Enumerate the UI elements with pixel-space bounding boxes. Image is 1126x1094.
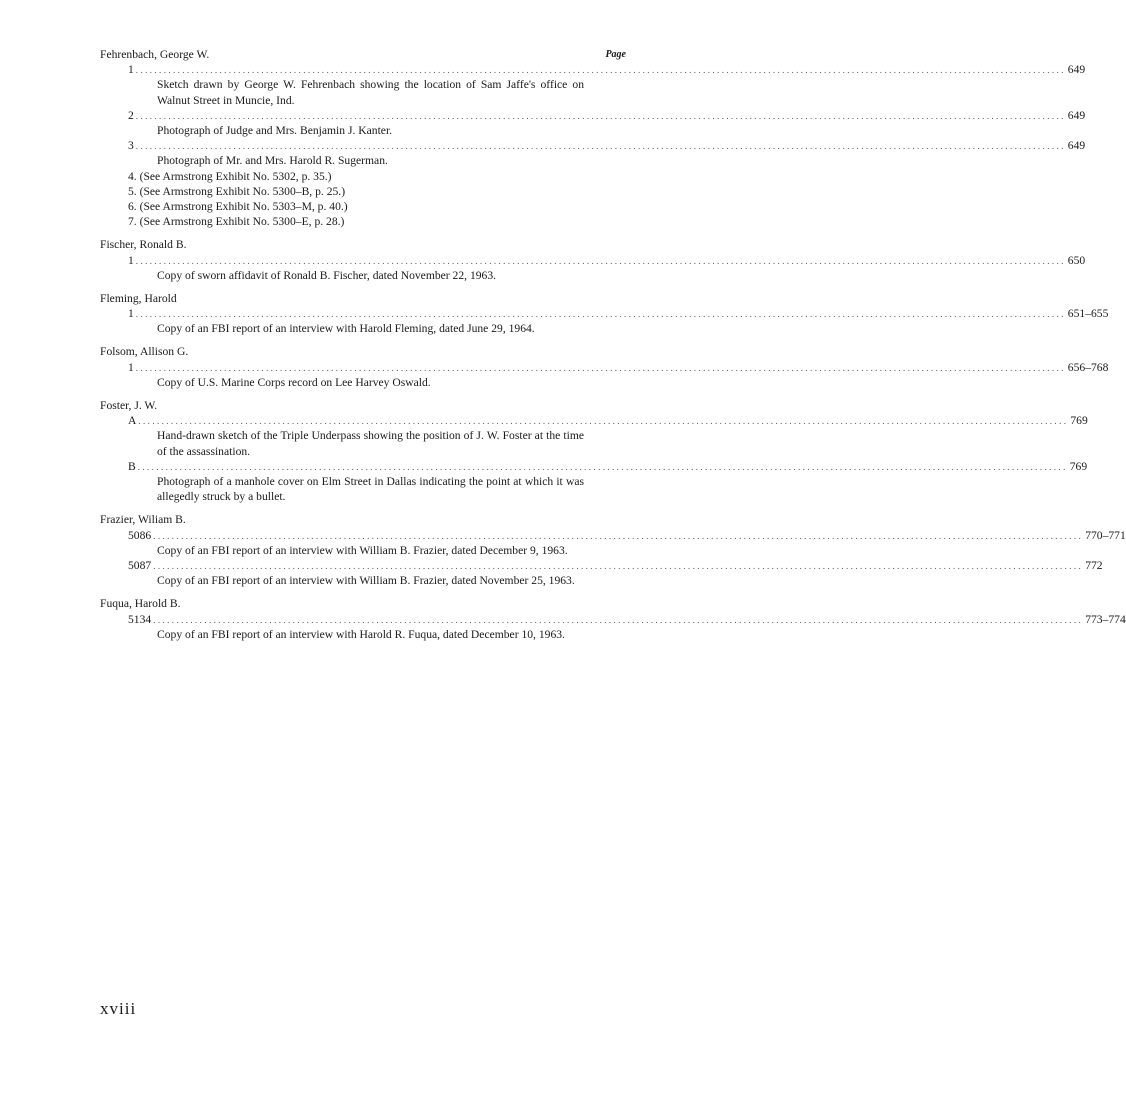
exhibit-description: Photograph of a manhole cover on Elm Street in Dallas indicating the point at which it was allegedly struck by a bullet. bbox=[157, 475, 584, 504]
exhibit-number: B bbox=[128, 459, 136, 473]
leader-dots: ........................................................................................................................................................................................................ bbox=[137, 461, 1068, 472]
exhibit-description: Hand-drawn sketch of the Triple Underpass showing the position of J. W. Foster at the time of the assassination. bbox=[157, 429, 584, 458]
witness-name: Folsom, Allison G. bbox=[100, 345, 189, 359]
witness-name: Frazier, Wiliam B. bbox=[100, 513, 186, 527]
exhibit-row bbox=[100, 360, 1109, 375]
exhibit-number: 1 bbox=[128, 307, 134, 321]
exhibit-description: Copy of an FBI report of an interview with Harold Fleming, dated June 29, 1964. bbox=[157, 322, 535, 336]
exhibit-number: 5134 bbox=[128, 612, 152, 626]
witness-entry bbox=[100, 596, 1126, 642]
exhibit-number: 1 bbox=[128, 63, 134, 77]
exhibit-number: 3 bbox=[128, 139, 134, 153]
witness-entry bbox=[100, 398, 1088, 504]
exhibit-page: 649 bbox=[1067, 63, 1086, 77]
exhibit-page: 773–774 bbox=[1085, 612, 1126, 626]
exhibit-number: 1 bbox=[128, 360, 134, 374]
exhibit-row bbox=[100, 306, 1109, 321]
exhibit-page: 656–768 bbox=[1067, 360, 1109, 374]
leader-dots: ........................................................................................................................................................................................................ bbox=[153, 530, 1084, 541]
leader-dots: ........................................................................................................................................................................................................ bbox=[153, 614, 1084, 625]
exhibit-page: 650 bbox=[1067, 253, 1086, 267]
exhibit-row bbox=[100, 528, 1126, 543]
exhibit-number: A bbox=[128, 414, 137, 428]
exhibit-row bbox=[100, 459, 1088, 474]
leader-dots: ........................................................................................................................................................................................................ bbox=[135, 309, 1066, 320]
witness-entry bbox=[100, 512, 1126, 588]
exhibit-description: Copy of U.S. Marine Corps record on Lee Harvey Oswald. bbox=[157, 375, 431, 389]
witness-entry bbox=[100, 291, 1109, 337]
exhibit-page: 769 bbox=[1069, 459, 1088, 473]
leader-dots: ........................................................................................................................................................................................................ bbox=[135, 255, 1066, 266]
exhibit-description: Copy of an FBI report of an interview with William B. Frazier, dated November 25, 1963. bbox=[157, 574, 575, 588]
witness-name: Fehrenbach, George W. bbox=[100, 48, 210, 61]
witness-entry bbox=[100, 237, 1086, 283]
exhibit-row bbox=[100, 558, 1103, 573]
cross-reference: 6. (See Armstrong Exhibit No. 5303–M, p. 40.) bbox=[128, 199, 348, 213]
leader-dots: ........................................................................................................................................................................................................ bbox=[135, 141, 1066, 152]
witness-name: Foster, J. W. bbox=[100, 399, 158, 413]
cross-reference: 7. (See Armstrong Exhibit No. 5300–E, p. 28.) bbox=[128, 215, 345, 229]
exhibit-page: 769 bbox=[1070, 414, 1088, 428]
leader-dots: ........................................................................................................................................................................................................ bbox=[138, 416, 1069, 427]
exhibit-row bbox=[100, 138, 1086, 153]
exhibit-row bbox=[100, 612, 1126, 627]
witness-entry bbox=[100, 344, 1109, 390]
exhibit-row bbox=[100, 62, 1086, 77]
witness-entry bbox=[100, 47, 1086, 229]
exhibit-page: 649 bbox=[1067, 139, 1086, 153]
witness-name: Fischer, Ronald B. bbox=[100, 238, 187, 252]
exhibit-row bbox=[100, 108, 1086, 123]
exhibit-page: 772 bbox=[1085, 559, 1103, 572]
exhibit-description: Copy of sworn affidavit of Ronald B. Fischer, dated November 22, 1963. bbox=[157, 268, 497, 282]
leader-dots: ........................................................................................................................................................................................................ bbox=[135, 110, 1066, 121]
exhibit-description: Copy of an FBI report of an interview with Harold R. Fuqua, dated December 10, 1963. bbox=[157, 627, 565, 641]
exhibit-row bbox=[100, 253, 1086, 268]
exhibit-number: 5086 bbox=[128, 528, 152, 542]
witness-name: Fleming, Harold bbox=[100, 291, 177, 305]
exhibit-page: 649 bbox=[1067, 108, 1086, 122]
exhibit-description: Sketch drawn by George W. Fehrenbach showing the location of Sam Jaffe's office on Walnut Street in Muncie, Ind. bbox=[157, 78, 584, 107]
page-number: xviii bbox=[100, 999, 137, 1018]
leader-dots: ........................................................................................................................................................................................................ bbox=[135, 65, 1066, 76]
exhibit-description: Copy of an FBI report of an interview with William B. Frazier, dated December 9, 1963. bbox=[157, 543, 568, 557]
exhibit-row bbox=[100, 413, 1088, 428]
leader-dots: ........................................................................................................................................................................................................ bbox=[153, 561, 1084, 571]
cross-reference: 5. (See Armstrong Exhibit No. 5300–B, p. 25.) bbox=[128, 184, 346, 198]
exhibit-index bbox=[100, 47, 1126, 642]
exhibit-page: 651–655 bbox=[1067, 307, 1109, 321]
cross-reference: 4. (See Armstrong Exhibit No. 5302, p. 35.) bbox=[128, 169, 332, 183]
exhibit-number: 2 bbox=[128, 108, 134, 122]
entry-list bbox=[100, 47, 1126, 642]
witness-name: Fuqua, Harold B. bbox=[100, 597, 181, 611]
exhibit-number: 1 bbox=[128, 253, 134, 267]
exhibit-description: Photograph of Mr. and Mrs. Harold R. Sugerman. bbox=[157, 154, 388, 168]
leader-dots: ........................................................................................................................................................................................................ bbox=[135, 362, 1066, 373]
exhibit-page: 770–771 bbox=[1085, 528, 1126, 542]
exhibit-number: 5087 bbox=[128, 559, 152, 572]
page-column-label: Page bbox=[605, 49, 626, 60]
exhibit-description: Photograph of Judge and Mrs. Benjamin J. Kanter. bbox=[157, 123, 393, 137]
